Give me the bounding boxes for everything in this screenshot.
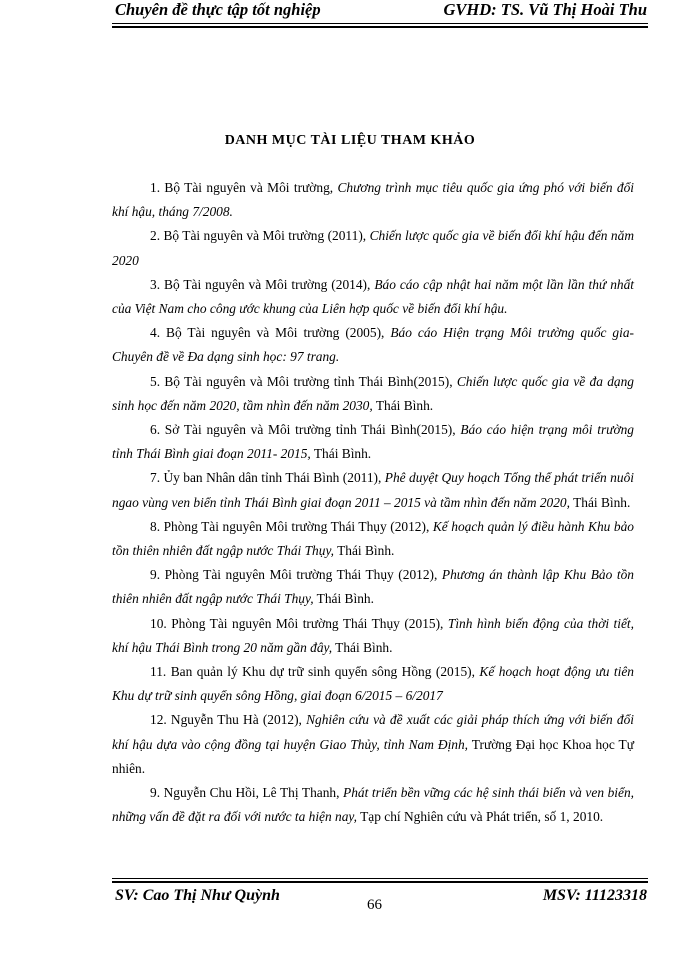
reference-list [112, 176, 634, 829]
header-rule [112, 23, 648, 28]
footer-student-id: MSV: 11123318 [542, 887, 647, 904]
page-title: DANH MỤC TÀI LIỆU THAM KHẢO [224, 133, 476, 148]
reference-item: 3. Bộ Tài nguyên và Môi trường (2014), Báo cáo cập nhật hai năm một lần lần thứ nhất của Việt Nam cho công ước khung của Liên hợp quốc về biến đổi khí hậu. [112, 276, 635, 317]
reference-item: 9. Nguyễn Chu Hồi, Lê Thị Thanh, Phát triển bền vững các hệ sinh thái biển và ven biển, những vấn đề đặt ra đối với nước ta hiện nay, Tạp chí Nghiên cứu và Phát triển, số 1, 2010. [112, 785, 634, 825]
header-right-text: GVHD: TS. Vũ Thị Hoài Thu [443, 0, 647, 19]
page-header [115, 0, 647, 24]
reference-item: 2. Bộ Tài nguyên và Môi trường (2011), Chiến lược quốc gia về biến đổi khí hậu đến năm 2020 [112, 228, 634, 268]
header-left-text: Chuyên đề thực tập tốt nghiệp [115, 0, 321, 19]
reference-item: 12. Nguyễn Thu Hà (2012), Nghiên cứu và đề xuất các giải pháp thích ứng với biến đổi khí hậu dựa vào cộng đồng tại huyện Giao Thủy, tỉnh Nam Định, Trường Đại học Khoa học Tự nhiên. [112, 712, 634, 776]
footer-student: SV: Cao Thị Như Quỳnh [115, 887, 280, 904]
reference-item: 8. Phòng Tài nguyên Môi trường Thái Thụy (2012), Kế hoạch quản lý điều hành Khu bảo tồn thiên nhiên đất ngập nước Thái Thụy, Thái Bình. [112, 518, 634, 559]
reference-item: 5. Bộ Tài nguyên và Môi trường tỉnh Thái Bình(2015), Chiến lược quốc gia về đa dạng sinh học đến năm 2020, tầm nhìn đến năm 2030, Thái Bình. [112, 373, 634, 413]
reference-item: 6. Sở Tài nguyên và Môi trường tỉnh Thái Bình(2015), Báo cáo hiện trạng môi trường tỉnh Thái Bình giai đoạn 2011- 2015, Thái Bình. [112, 422, 635, 462]
footer-rule [112, 878, 648, 883]
reference-item: 4. Bộ Tài nguyên và Môi trường (2005), Báo cáo Hiện trạng Môi trường quốc gia- Chuyên đề về Đa dạng sinh học: 97 trang. [112, 325, 635, 365]
reference-item: 1. Bộ Tài nguyên và Môi trường, Chương trình mục tiêu quốc gia ứng phó với biến đổi khí hậu, tháng 7/2008. [112, 180, 634, 220]
reference-item: 7. Ủy ban Nhân dân tỉnh Thái Bình (2011), Phê duyệt Quy hoạch Tổng thể phát triển nuôi ngao vùng ven biển tỉnh Thái Bình giai đoạn 2011 – 2015 và tầm nhìn đến năm 2020, Thái Bình. [112, 470, 634, 510]
reference-item: 11. Ban quản lý Khu dự trữ sinh quyển sông Hồng (2015), Kế hoạch hoạt động ưu tiên Khu dự trữ sinh quyển sông Hồng, giai đoạn 6/2015 – 6/2017 [112, 664, 634, 704]
reference-item: 10. Phòng Tài nguyên Môi trường Thái Thụy (2015), Tình hình biến động của thời tiết, khí hậu Thái Bình trong 20 năm gần đây, Thái Bình. [112, 615, 634, 655]
reference-item: 9. Phòng Tài nguyên Môi trường Thái Thụy (2012), Phương án thành lập Khu Bảo tồn thiên nhiên đất ngập nước Thái Thụy, Thái Bình. [112, 567, 634, 607]
page-number: 66 [367, 897, 382, 913]
